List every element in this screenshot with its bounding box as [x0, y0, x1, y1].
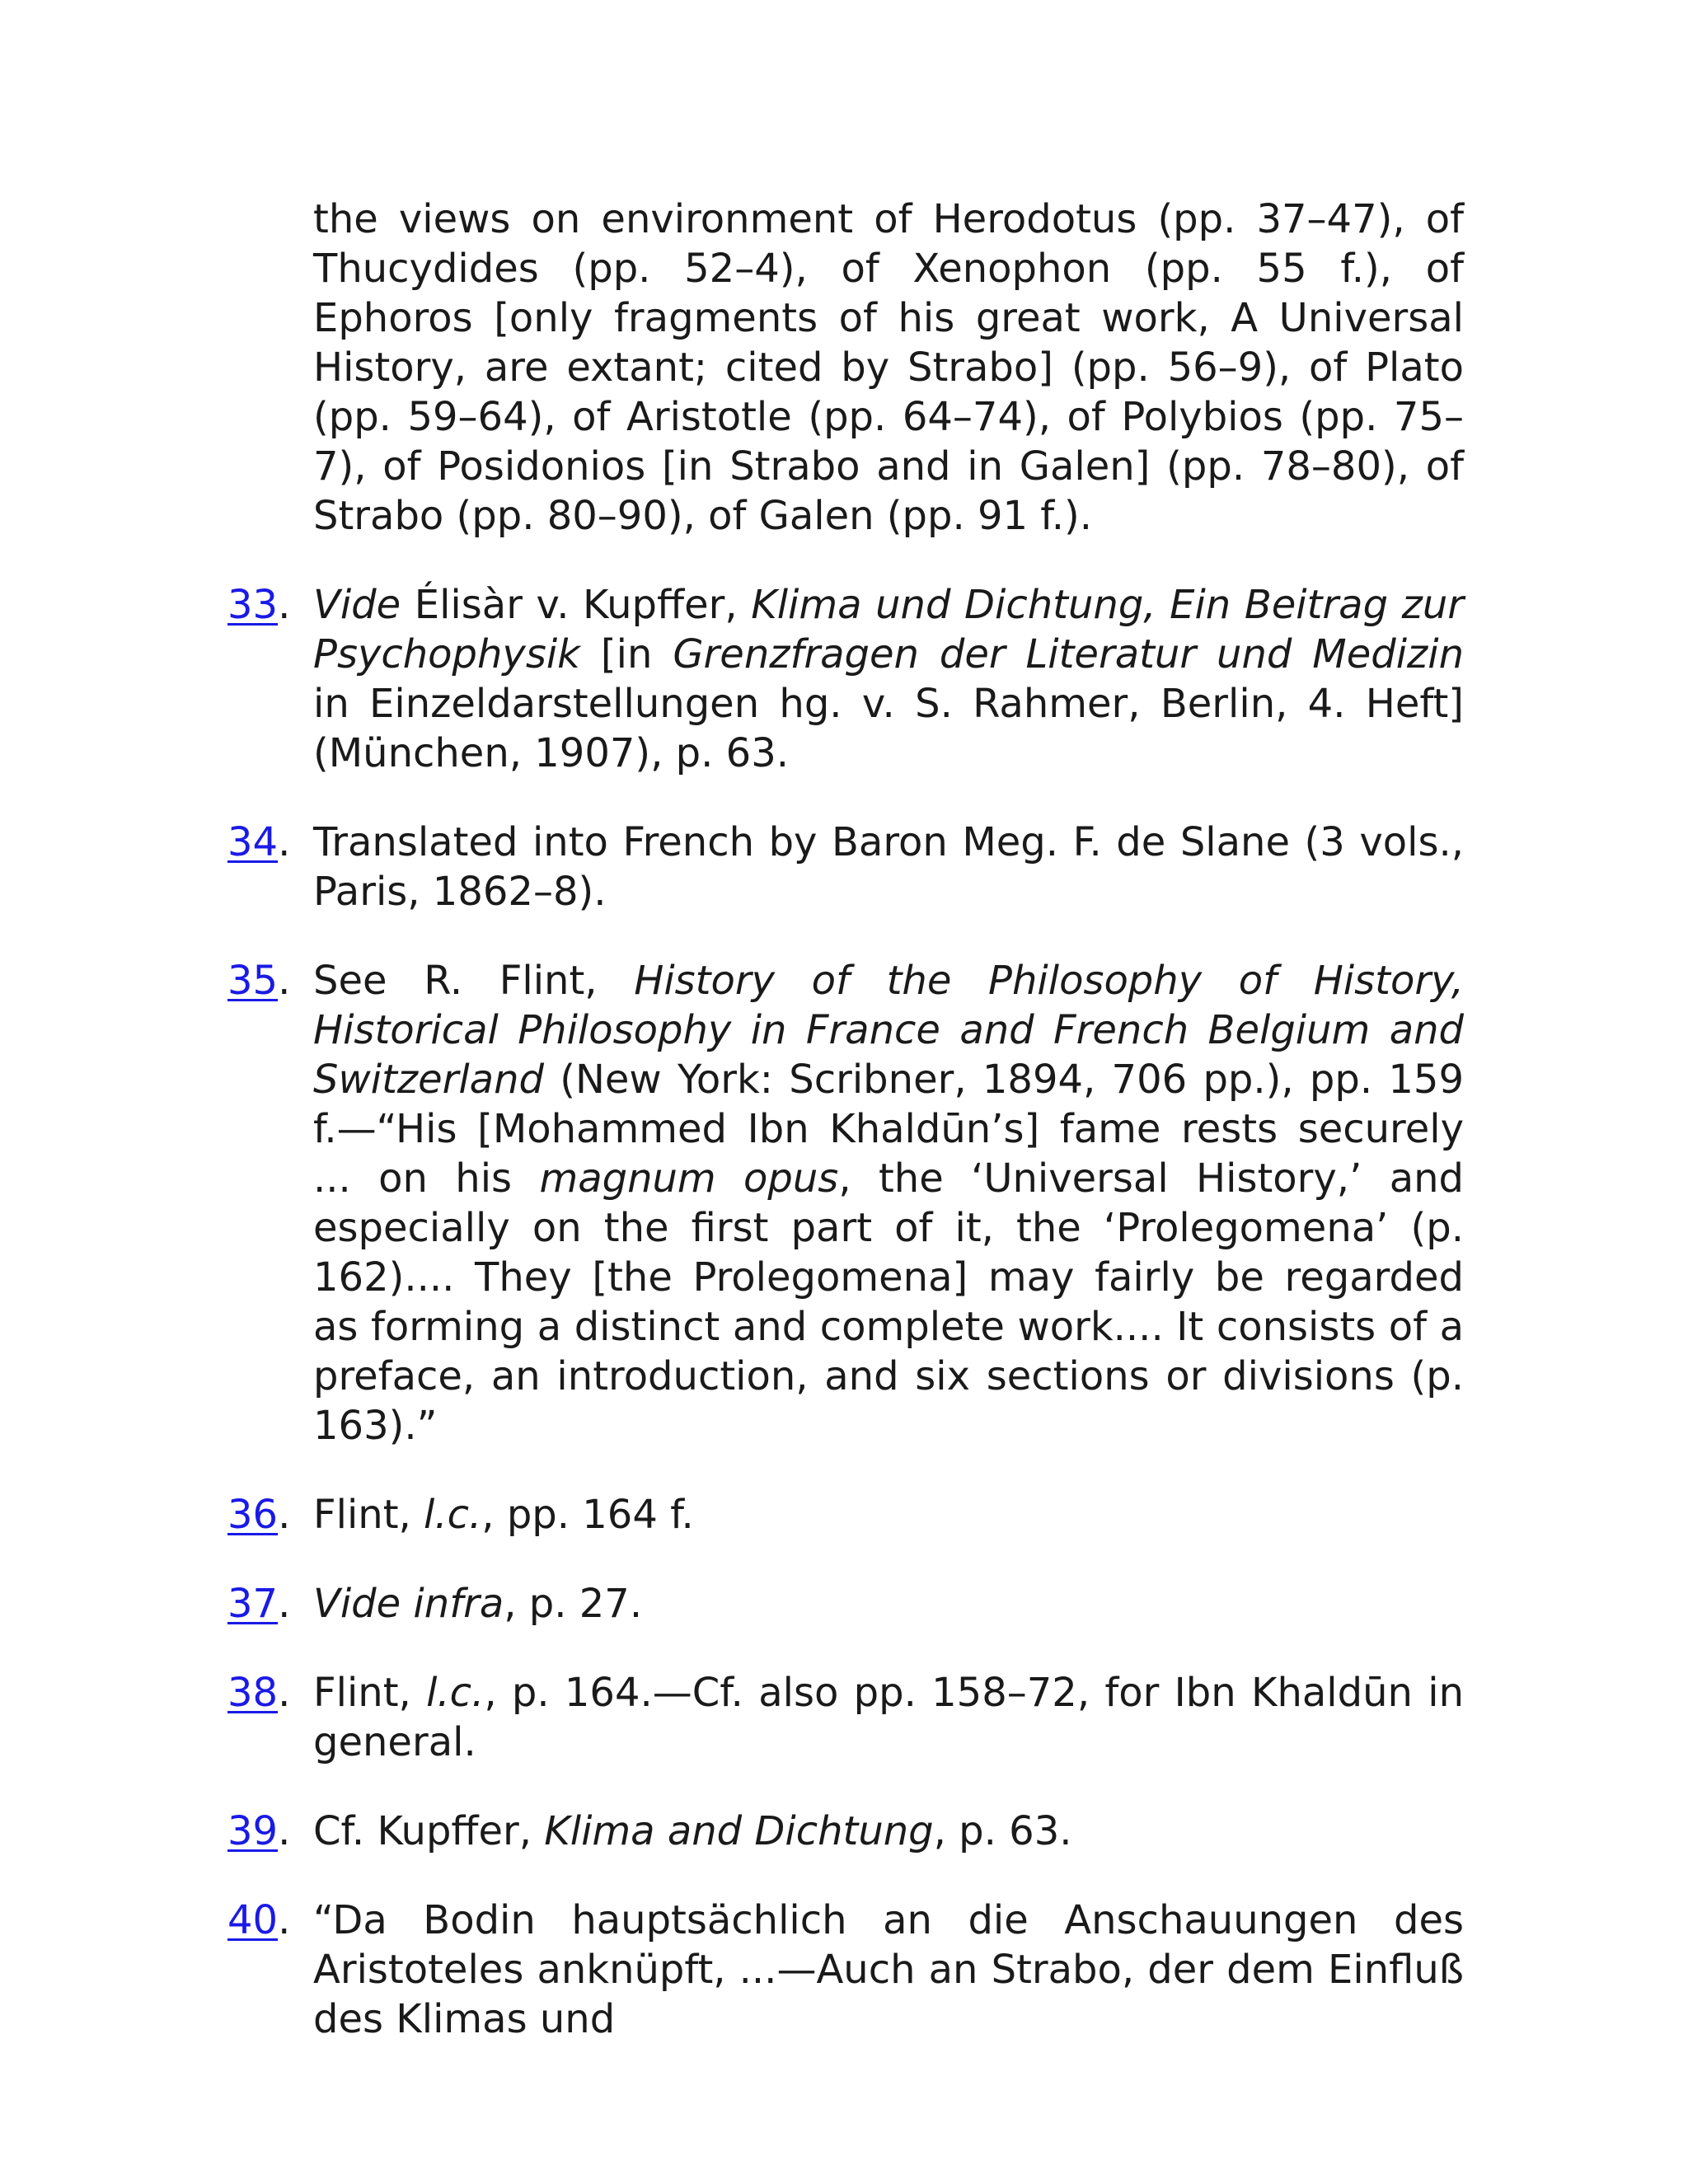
endnotes-list — [227, 194, 1464, 2083]
endnote-number-period: . — [278, 1670, 291, 1716]
endnote-36 — [227, 1490, 1464, 1540]
italic-title-text: Klima und Dichtung, Ein Beitrag zur Psychophysik — [313, 582, 1464, 677]
endnote-text — [313, 956, 1464, 1451]
endnote-number-period: . — [278, 582, 291, 628]
endnote-number — [227, 956, 290, 1005]
endnote-number-period: . — [278, 1581, 291, 1627]
endnote-number-period: . — [278, 819, 291, 865]
italic-title-text: Grenzfragen der Literatur und Medizin — [673, 631, 1464, 677]
note-text-run: [in — [579, 631, 673, 677]
endnote-number — [227, 1668, 290, 1718]
note-text-run: , pp. 164 f. — [481, 1492, 694, 1538]
endnote-number — [227, 1579, 290, 1629]
endnote-number — [227, 580, 290, 630]
endnote-40 — [227, 1896, 1464, 2044]
italic-title-text: History of the Philosophy of History, Historical Philosophy in France and French Belgium and Switzerland — [313, 958, 1465, 1103]
endnote-number — [227, 1490, 290, 1540]
endnote-backlink[interactable]: 33 — [227, 582, 279, 628]
endnote-text — [313, 580, 1464, 778]
endnote-backlink[interactable]: 35 — [227, 958, 279, 1004]
italic-title-text: Vide — [313, 582, 401, 628]
note-text-run: Cf. Kupffer, — [313, 1808, 545, 1854]
endnote-38 — [227, 1668, 1464, 1767]
endnote-number — [227, 818, 290, 867]
endnote-backlink[interactable]: 40 — [227, 1897, 279, 1943]
endnote-34 — [227, 818, 1464, 916]
endnote-backlink[interactable]: 38 — [227, 1670, 279, 1716]
endnote-text — [313, 1490, 1464, 1540]
endnote-text — [313, 1579, 1464, 1629]
endnote-text — [313, 818, 1464, 916]
note-text-run: , p. 164.—Cf. also pp. 158–72, for Ibn Khaldūn in general. — [313, 1670, 1464, 1765]
continuation-text: the views on environment of Herodotus (pp. 37–47), of Thucydides (pp. 52–4), of Xenophon (pp. 55 f.), of Ephoros [only fragments of his great work, A Universal History, are extant; cited by Strabo] (pp. 56–9), of Plato (pp. 59–64), of Aristotle (pp. 64–74), of Polybios (pp. 75–7), of Posidonios [in Strabo and in Galen] (pp. 78–80), of Strabo (pp. 80–90), of Galen (pp. 91 f.). — [313, 196, 1464, 539]
endnote-number — [227, 1807, 290, 1856]
italic-title-text: Vide infra — [313, 1581, 504, 1627]
endnote-text — [313, 1896, 1464, 2044]
note-text-run: Flint, — [313, 1670, 427, 1716]
note-text-run: Translated into French by Baron Meg. F. de Slane (3 vols., Paris, 1862–8). — [313, 819, 1464, 915]
italic-title-text: magnum opus — [539, 1155, 839, 1202]
note-text-run: , the ‘Universal History,’ and especially on the first part of it, the ‘Prolegomena’ (p. 162).... They [the Prolegomena] may fairly be regarded as forming a distinct and complete work.... It consists of a preface, an introduction, and six sections or divisions (p. 163).” — [313, 1155, 1464, 1449]
endnote-33 — [227, 580, 1464, 778]
endnote-35 — [227, 956, 1464, 1451]
endnote-39 — [227, 1807, 1464, 1856]
endnote-number-period: . — [278, 1492, 291, 1538]
endnote-backlink[interactable]: 36 — [227, 1492, 279, 1538]
notes-container — [227, 580, 1464, 2044]
endnote-text — [313, 1668, 1464, 1767]
note-text-run: Flint, — [313, 1492, 424, 1538]
endnote-backlink[interactable]: 37 — [227, 1581, 279, 1627]
note-text-run: , p. 63. — [933, 1808, 1072, 1854]
note-text-run: “Da Bodin hauptsächlich an die Anschauungen des Aristoteles anknüpft, ...—Auch an Strabo, der dem Einfluß des Klimas und — [313, 1897, 1464, 2042]
endnote-backlink[interactable]: 34 — [227, 819, 279, 865]
note-text-run: Élisàr v. Kupffer, — [401, 582, 752, 628]
endnote-number-period: . — [278, 1897, 291, 1943]
italic-title-text: l.c. — [426, 1670, 485, 1716]
note-text-run: , p. 27. — [504, 1581, 643, 1627]
endnote-number — [227, 1896, 290, 1945]
note-continuation — [227, 194, 1464, 541]
endnote-number-period: . — [278, 1808, 291, 1854]
endnote-number-period: . — [278, 958, 291, 1004]
italic-title-text: l.c. — [424, 1492, 482, 1538]
endnote-backlink[interactable]: 39 — [227, 1808, 279, 1854]
note-text-run: (New York: Scribner, 1894, 706 pp.), pp. 159 f.—“His [Mohammed Ibn Khaldūn’s] fame rests securely ... on his — [313, 1057, 1464, 1202]
endnote-37 — [227, 1579, 1464, 1629]
note-text-run: in Einzeldarstellungen hg. v. S. Rahmer, Berlin, 4. Heft] (München, 1907), p. 63. — [313, 681, 1464, 776]
italic-title-text: Klima and Dichtung — [544, 1808, 934, 1854]
endnote-text — [313, 1807, 1464, 1856]
note-text-run: See R. Flint, — [313, 958, 635, 1004]
